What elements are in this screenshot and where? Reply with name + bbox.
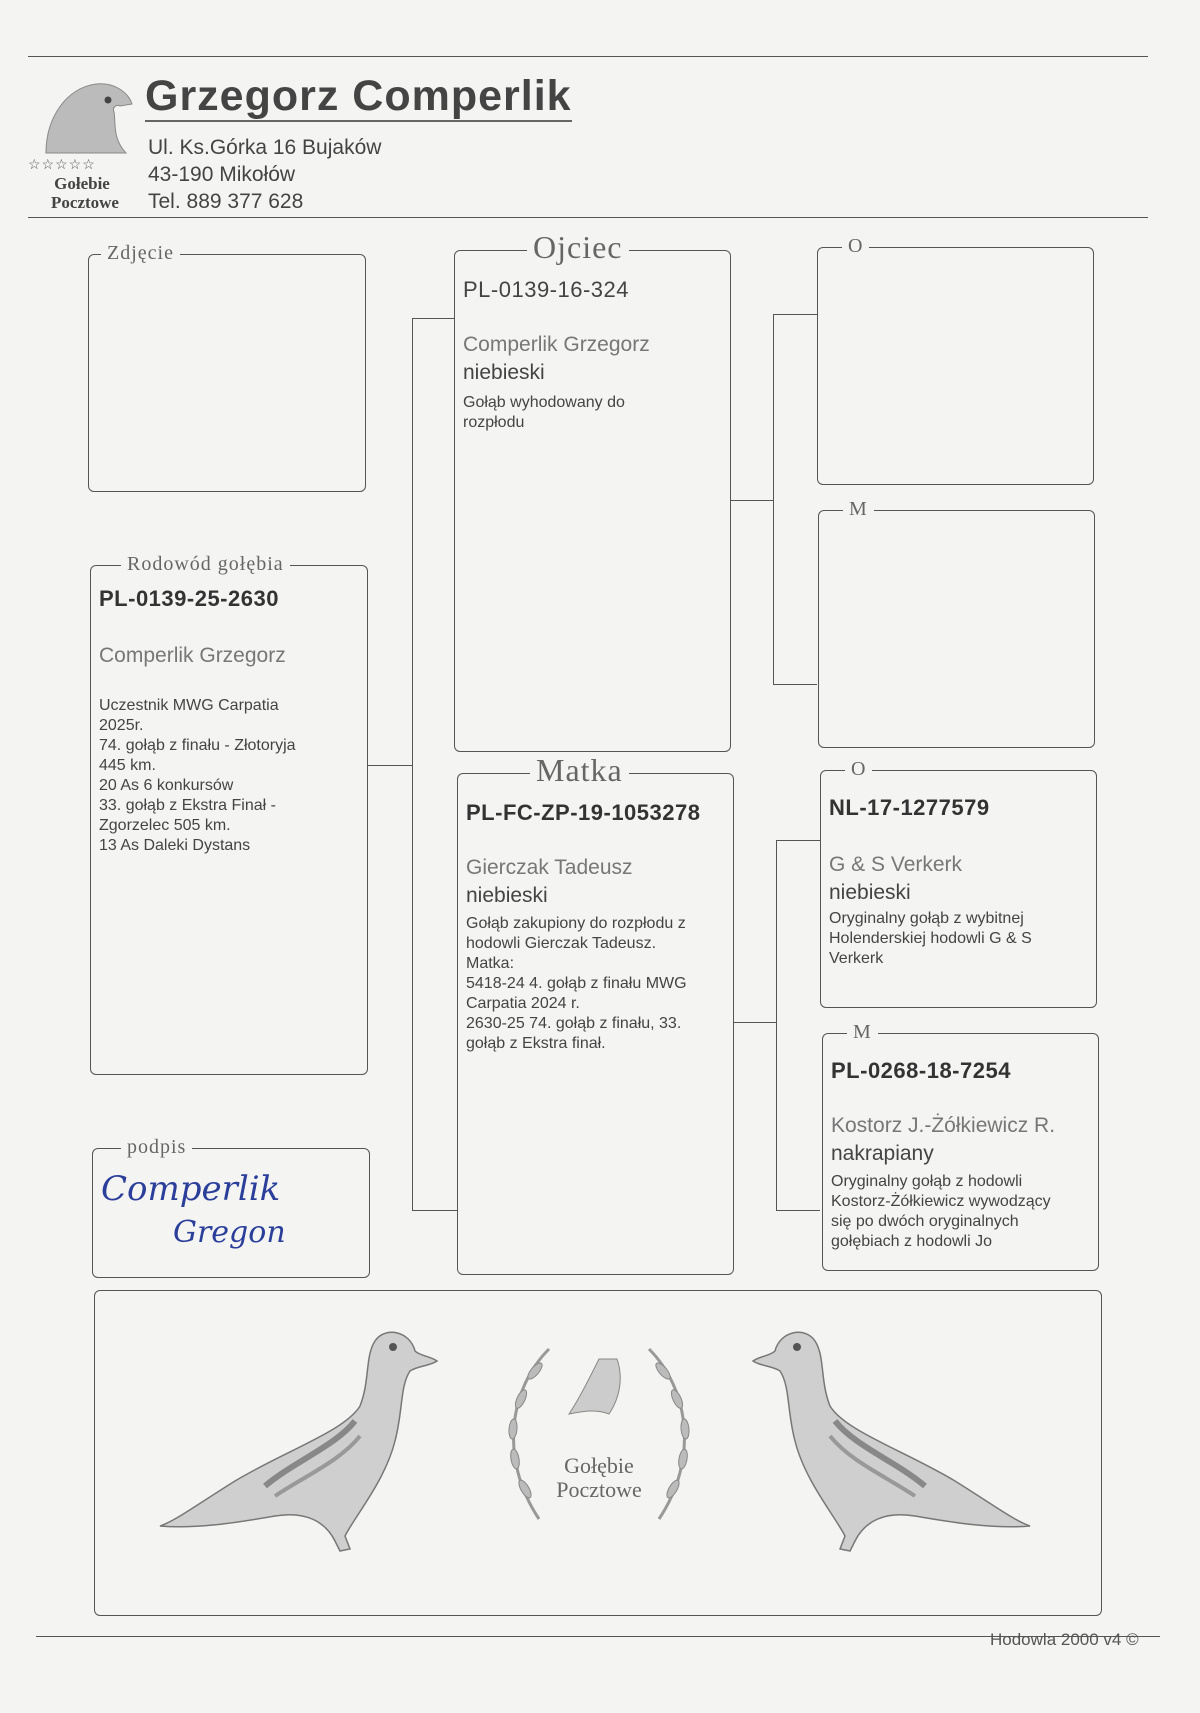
header-logo — [28, 78, 138, 213]
pigeon-owner: Comperlik Grzegorz — [99, 644, 286, 667]
connector-pigeon — [368, 765, 412, 766]
father-owner: Comperlik Grzegorz — [463, 333, 650, 356]
connector-father — [412, 318, 454, 319]
father-legend: Ojciec — [527, 229, 629, 266]
mother-mother-note: się po dwóch oryginalnych — [831, 1213, 1019, 1230]
mother-note: hodowli Gierczak Tadeusz. — [466, 935, 657, 952]
mother-notes — [466, 914, 734, 1054]
logo-line1: Gołebie — [54, 174, 110, 193]
address-line1: Ul. Ks.Górka 16 Bujaków — [148, 136, 382, 159]
mother-father-note: Oryginalny gołąb z wybitnej — [829, 910, 1024, 927]
pigeon-legend: Rodowód gołębia — [121, 553, 290, 576]
mother-mother-note: gołębiach z hodowli Jo — [831, 1233, 992, 1250]
mother-father-color: niebieski — [829, 881, 911, 904]
mother-ring: PL-FC-ZP-19-1053278 — [466, 800, 701, 825]
pigeon-head-icon — [36, 78, 136, 158]
mother-mother-notes — [831, 1172, 1093, 1252]
mother-note: Carpatia 2024 r. — [466, 995, 580, 1012]
father-box — [454, 229, 731, 752]
pigeon-note: 74. gołąb z finału - Złotoryja — [99, 737, 296, 754]
father-color: niebieski — [463, 361, 545, 384]
connector-mother-out — [734, 1022, 776, 1023]
mother-father-legend: O — [845, 758, 872, 781]
mother-mother-ring: PL-0268-18-7254 — [831, 1058, 1011, 1083]
mother-father-notes — [829, 909, 1091, 969]
header-bottom-rule — [28, 217, 1148, 218]
father-father-box — [817, 235, 1094, 485]
banner-logo-line2: Pocztowe — [556, 1477, 642, 1502]
mother-note: Gołąb zakupiony do rozpłodu z — [466, 915, 686, 932]
mother-mother-box — [822, 1021, 1099, 1271]
father-note: rozpłodu — [463, 414, 525, 431]
connector-fm — [773, 684, 817, 685]
mother-note: gołąb z Ekstra finał. — [466, 1035, 606, 1052]
pigeon-note: 20 As 6 konkursów — [99, 777, 234, 794]
mother-box — [457, 752, 734, 1275]
mother-father-box — [820, 758, 1097, 1008]
mother-father-note: Verkerk — [829, 950, 884, 967]
phone: Tel. 889 377 628 — [148, 190, 304, 213]
mother-mother-legend: M — [847, 1021, 878, 1044]
mother-mother-owner: Kostorz J.-Żółkiewicz R. — [831, 1114, 1056, 1137]
pigeon-notes — [99, 696, 359, 856]
connector-parents-vertical — [412, 318, 413, 1210]
mother-color: niebieski — [466, 884, 548, 907]
pigeon-note: 445 km. — [99, 757, 156, 774]
pigeon-note: Uczestnik MWG Carpatia — [99, 697, 279, 714]
pigeon-right-icon — [735, 1311, 1035, 1571]
father-mother-legend: M — [843, 498, 874, 521]
mother-father-note: Holenderskiej hodowli G & S — [829, 930, 1032, 947]
banner-logo-line1: Gołębie — [564, 1453, 634, 1478]
connector-mother — [412, 1210, 457, 1211]
footer-software: Hodowla 2000 v4 © — [990, 1630, 1139, 1649]
photo-box — [88, 242, 366, 492]
mother-father-owner: G & S Verkerk — [829, 853, 963, 876]
connector-ff — [773, 314, 817, 315]
mother-note: 2630-25 74. gołąb z finału, 33. — [466, 1015, 682, 1032]
mother-mother-color: nakrapiany — [831, 1142, 934, 1165]
address-line2: 43-190 Mikołów — [148, 163, 296, 186]
connector-father-vertical — [773, 314, 774, 684]
signature-line1: Comperlik — [101, 1169, 281, 1209]
signature-line2: Gregon — [173, 1215, 286, 1250]
logo-line2: Pocztowe — [51, 193, 119, 212]
photo-legend: Zdjęcie — [101, 242, 180, 265]
father-father-legend: O — [842, 235, 869, 258]
mother-owner: Gierczak Tadeusz — [466, 856, 633, 879]
pigeon-note: 2025r. — [99, 717, 144, 734]
logo-stars: ☆☆☆☆☆ — [28, 156, 96, 172]
mother-legend: Matka — [530, 752, 629, 789]
header-top-rule — [28, 56, 1148, 57]
breeder-name: Grzegorz Comperlik — [145, 72, 572, 120]
pigeon-box — [90, 553, 368, 1075]
connector-mother-vertical — [776, 840, 777, 1210]
connector-father-out — [731, 500, 773, 501]
father-note: Gołąb wyhodowany do — [463, 394, 625, 411]
mother-note: Matka: — [466, 955, 515, 972]
bottom-banner — [94, 1290, 1102, 1616]
pigeon-note: 33. gołąb z Ekstra Finał - — [99, 797, 276, 814]
mother-mother-note: Kostorz-Żółkiewicz wywodzący — [831, 1193, 1051, 1210]
connector-mf — [776, 840, 820, 841]
mother-mother-note: Oryginalny gołąb z hodowli — [831, 1173, 1023, 1190]
father-notes — [463, 393, 723, 433]
signature-legend: podpis — [121, 1136, 192, 1159]
pigeon-left-icon — [155, 1311, 455, 1571]
mother-note: 5418-24 4. gołąb z finału MWG — [466, 975, 687, 992]
mother-father-ring: NL-17-1277579 — [829, 795, 990, 820]
connector-mm — [776, 1210, 820, 1211]
signature-box — [92, 1136, 370, 1278]
pigeon-ring: PL-0139-25-2630 — [99, 586, 279, 611]
pigeon-note: 13 As Daleki Dystans — [99, 837, 251, 854]
wreath-icon — [479, 1319, 719, 1559]
pigeon-note: Zgorzelec 505 km. — [99, 817, 231, 834]
father-ring: PL-0139-16-324 — [463, 277, 630, 302]
father-mother-box — [818, 498, 1095, 748]
